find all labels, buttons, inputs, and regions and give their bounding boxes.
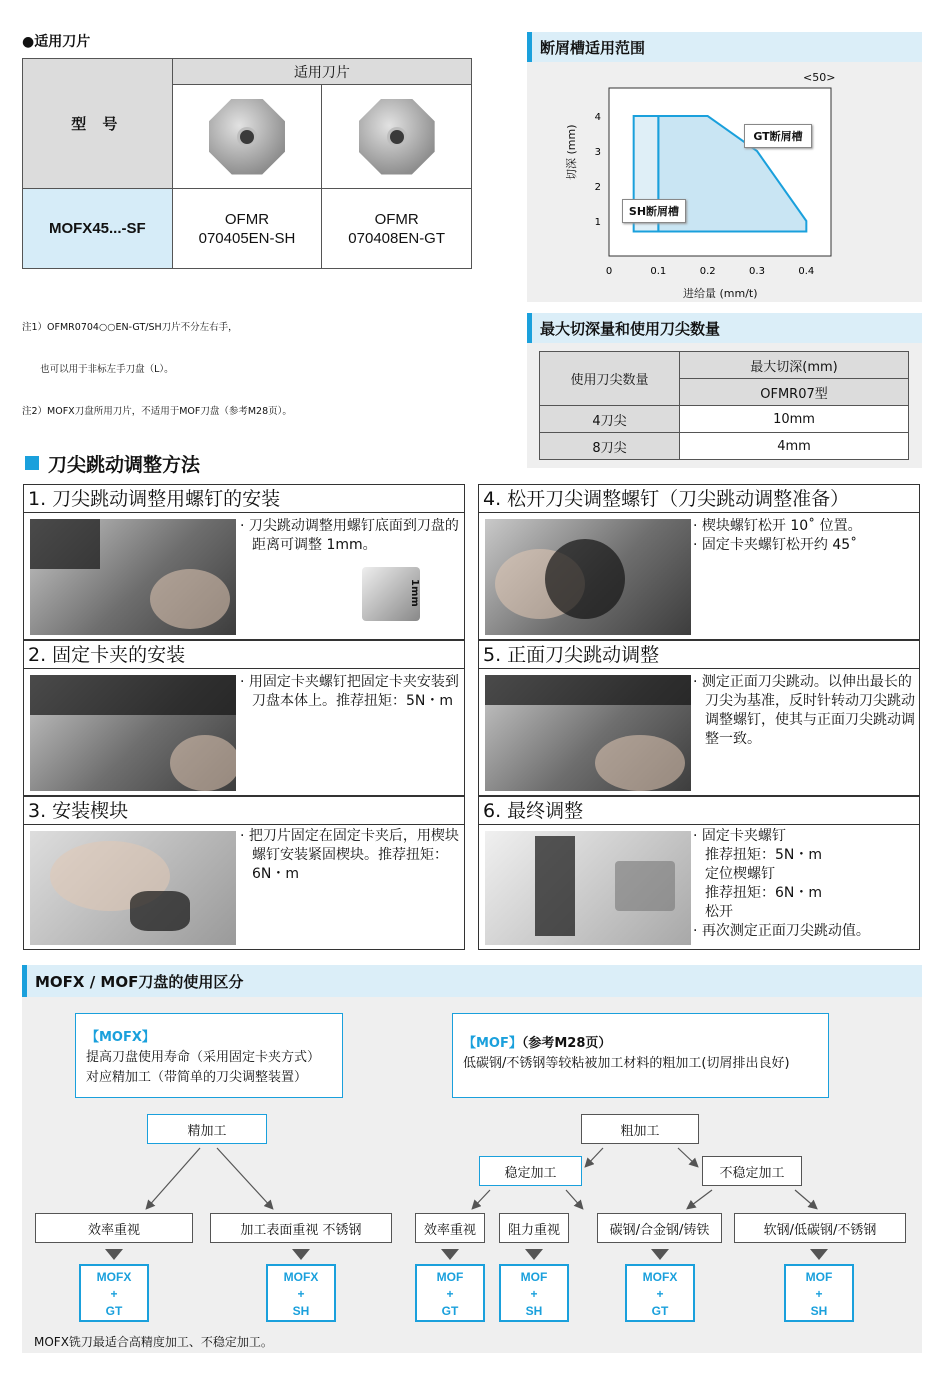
insert-notes: 注1）OFMR0704○○EN-GT/SH刀片不分左右手， 也可以用于非标左手刀盘（L）。 注2）MOFX刀盘所用刀片，不适用于MOF刀盘（参考M28页）。 [22, 322, 292, 417]
step-4 [478, 484, 920, 640]
x-tick-label: 0.3 [749, 266, 765, 277]
unstable-box: 不稳定加工 [702, 1156, 802, 1186]
step-5-title: 5. 正面刀尖跳动调整 [479, 641, 919, 669]
step-2-text: · 用固定卡夹螺钉把固定卡夹安装到刀盘本体上。推荐扭矩：5N・m [240, 674, 459, 709]
depth-header-depth: 最大切深(mm) [680, 352, 909, 379]
model-name: MOFX45...-SF [23, 189, 173, 269]
gt-legend: GT断屑槽 [744, 124, 812, 148]
x-tick-label: 0.4 [798, 266, 815, 277]
insert-table [22, 58, 472, 269]
insert-image-sh [172, 85, 322, 189]
cat-carbon: 碳钢/合金钢/铸铁 [597, 1213, 722, 1243]
depth-value-4: 10mm [680, 406, 909, 433]
usage-section-title: MOFX / MOF刀盘的使用区分 [22, 965, 922, 997]
section-square-icon [25, 456, 39, 470]
cat-efficiency-2: 效率重视 [415, 1213, 485, 1243]
cat-soft: 软钢/低碳钢/不锈钢 [734, 1213, 906, 1243]
insert-section-title: ●适用刀片 [22, 34, 91, 50]
sh-legend: SH断屑槽 [622, 199, 686, 223]
down-arrow-icon [810, 1249, 828, 1260]
scale-label: 1mm [409, 579, 420, 607]
down-arrow-icon [651, 1249, 669, 1260]
cat-efficiency: 效率重视 [35, 1213, 193, 1243]
mof-info-box [452, 1013, 829, 1098]
rough-box: 粗加工 [581, 1114, 699, 1144]
mofx-line2: 对应精加工（带简单的刀尖调整装置） [86, 1070, 308, 1085]
mofx-head: 【MOFX】 [86, 1030, 155, 1045]
chart-note: <50> [803, 71, 836, 84]
step-4-photo [485, 519, 691, 635]
step-1-photo [30, 519, 236, 635]
result-mof-sh-2: MOF + SH [784, 1264, 854, 1322]
mof-line1: 低碳钢/不锈钢等较粘被加工材料的粗加工(切屑排出良好) [463, 1056, 790, 1071]
y-tick-label: 1 [594, 217, 601, 228]
step-5 [478, 640, 920, 796]
step-1-text: · 刀尖跳动调整用螺钉底面到刀盘的距离可调整 1mm。 [240, 518, 459, 553]
step-6 [478, 796, 920, 950]
step-6-title: 6. 最终调整 [479, 797, 919, 825]
chip-breaker-chart [555, 80, 855, 300]
y-tick-label: 4 [594, 112, 601, 123]
depth-header-count: 使用刀尖数量 [540, 352, 680, 406]
result-mofx-gt: MOFX + GT [79, 1264, 149, 1322]
model-header: 型 号 [23, 59, 173, 189]
down-arrow-icon [525, 1249, 543, 1260]
step-6-photo [485, 831, 691, 945]
mofx-line1: 提高刀盘使用寿命（采用固定卡夹方式） [86, 1050, 321, 1065]
usage-footer: MOFX铣刀最适合高精度加工、不稳定加工。 [34, 1335, 273, 1349]
mofx-info-box [75, 1013, 343, 1098]
chart-section-title: 断屑槽适用范围 [527, 32, 922, 62]
step-2 [23, 640, 465, 796]
insert-col-header: 适用刀片 [172, 59, 471, 85]
insert-name-sh: OFMR 070405EN-SH [172, 189, 322, 269]
x-tick-label: 0.2 [699, 266, 716, 277]
mof-ref: （参考M28页） [521, 1036, 612, 1051]
step-4-text: · 楔块螺钉松开 10˚ 位置。 · 固定卡夹螺钉松开约 45˚ [693, 518, 862, 553]
step-4-title: 4. 松开刀尖调整螺钉（刀尖跳动调整准备） [479, 485, 919, 513]
adjust-section-title: 刀尖跳动调整方法 [48, 454, 201, 476]
depth-count-4: 4刀尖 [540, 406, 680, 433]
cat-resistance: 阻力重视 [499, 1213, 569, 1243]
y-tick-label: 3 [594, 147, 601, 158]
step-3-title: 3. 安装楔块 [24, 797, 464, 825]
step-2-title: 2. 固定卡夹的安装 [24, 641, 464, 669]
down-arrow-icon [105, 1249, 123, 1260]
depth-table [539, 351, 909, 460]
finish-box: 精加工 [147, 1114, 267, 1144]
insert-name-gt: OFMR 070408EN-GT [322, 189, 472, 269]
result-mof-gt: MOF + GT [415, 1264, 485, 1322]
result-mof-sh: MOF + SH [499, 1264, 569, 1322]
step-3-text: · 把刀片固定在固定卡夹后，用楔块螺钉安装紧固楔块。推荐扭矩：6N・m [240, 828, 459, 882]
result-mofx-sh: MOFX + SH [266, 1264, 336, 1322]
step-1 [23, 484, 465, 640]
depth-count-8: 8刀尖 [540, 433, 680, 460]
chart-xlabel: 进给量 (mm/t) [683, 287, 758, 300]
down-arrow-icon [292, 1249, 310, 1260]
result-mofx-gt-2: MOFX + GT [625, 1264, 695, 1322]
depth-value-8: 4mm [680, 433, 909, 460]
stable-box: 稳定加工 [479, 1156, 582, 1186]
x-tick-label: 0.1 [650, 266, 667, 277]
cat-surface: 加工表面重视 不锈钢 [210, 1213, 392, 1243]
step-5-text: · 测定正面刀尖跳动。以伸出最长的刀尖为基准，反时针转动刀尖跳动调整螺钉，使其与正面刀尖跳动调整一致。 [693, 674, 915, 747]
step-1-title: 1. 刀尖跳动调整用螺钉的安装 [24, 485, 464, 513]
depth-section-title: 最大切深量和使用刀尖数量 [527, 313, 922, 343]
step-3-photo [30, 831, 236, 945]
insert-image-gt [322, 85, 472, 189]
chart-ylabel: 切深 (mm) [565, 124, 578, 180]
depth-header-type: OFMR07型 [680, 379, 909, 406]
step-3 [23, 796, 465, 950]
y-tick-label: 2 [594, 182, 601, 193]
step-2-photo [30, 675, 236, 791]
step-5-photo [485, 675, 691, 791]
x-tick-label: 0 [605, 266, 613, 277]
step-6-text: · 固定卡夹螺钉 推荐扭矩：5N・m 定位楔螺钉 推荐扭矩：6N・m 松开 · 再次测定正面刀尖跳动值。 [693, 828, 870, 939]
down-arrow-icon [441, 1249, 459, 1260]
mof-head: 【MOF】 [463, 1036, 522, 1051]
